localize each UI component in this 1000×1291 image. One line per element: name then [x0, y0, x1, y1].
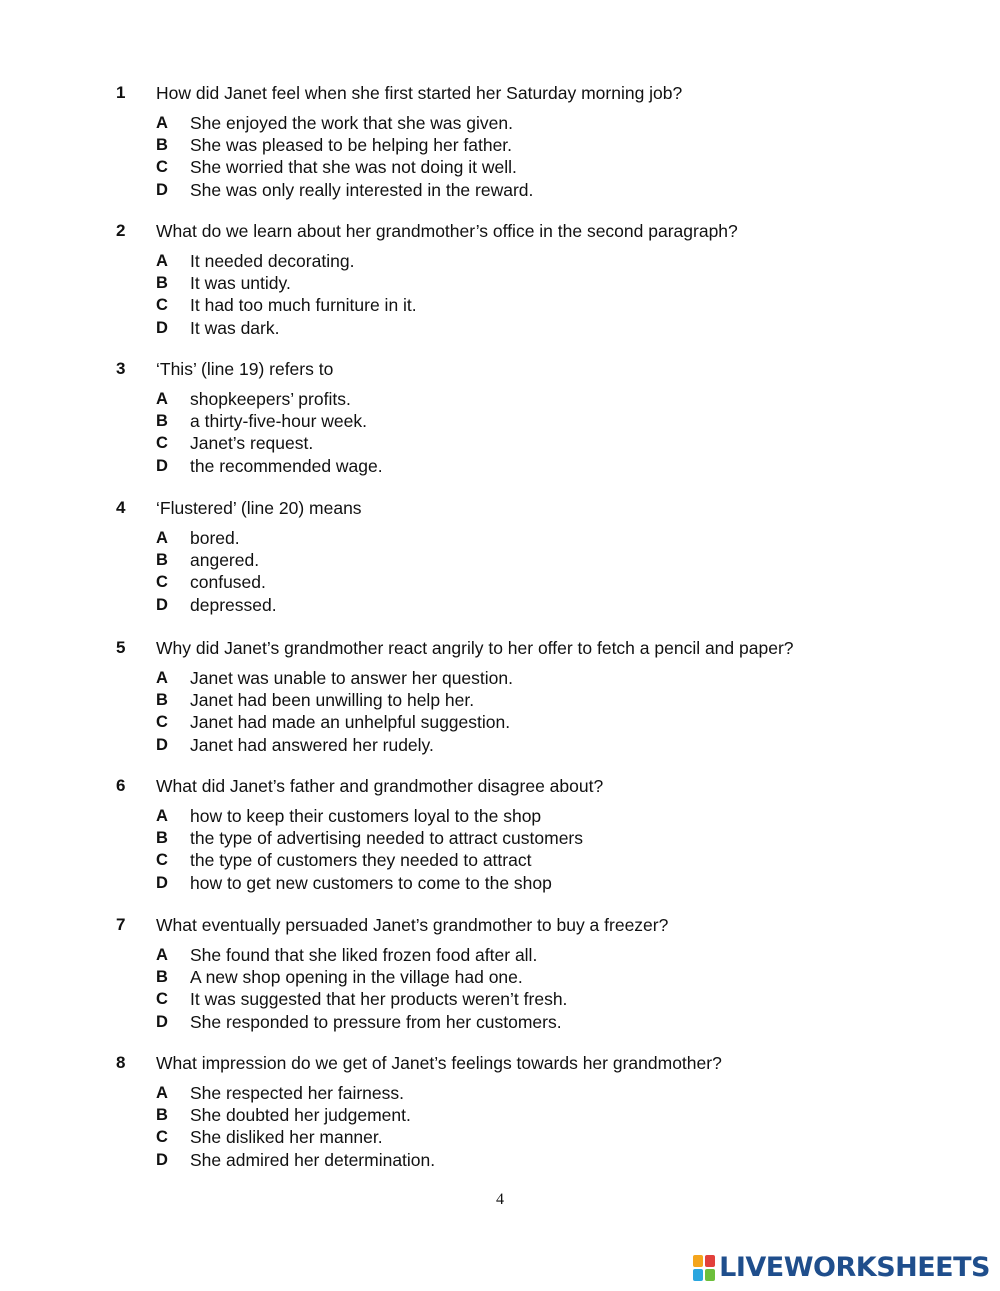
liveworksheets-logo-icon [693, 1255, 715, 1281]
option-d[interactable] [0, 1011, 1000, 1033]
option-text: It had too much furniture in it. [190, 295, 417, 315]
option-b[interactable] [0, 1104, 1000, 1126]
option-letter: B [156, 274, 168, 292]
option-letter: C [156, 573, 168, 591]
option-d[interactable] [0, 594, 1000, 616]
option-text: It needed decorating. [190, 251, 355, 271]
option-text: Janet had made an unhelpful suggestion. [190, 712, 511, 732]
option-letter: B [156, 968, 168, 986]
question-text: Why did Janet’s grandmother react angrily to her offer to fetch a pencil and paper? [156, 638, 794, 658]
question-text: ‘This’ (line 19) refers to [156, 359, 334, 379]
page-number: 4 [496, 1191, 504, 1208]
question-number: 6 [116, 776, 126, 795]
option-text: confused. [190, 572, 266, 592]
option-b[interactable] [0, 827, 1000, 849]
option-a[interactable] [0, 805, 1000, 827]
option-text: Janet had answered her rudely. [190, 735, 434, 755]
option-a[interactable] [0, 944, 1000, 966]
option-a[interactable] [0, 388, 1000, 410]
option-text: Janet was unable to answer her question. [190, 668, 513, 688]
option-c[interactable] [0, 571, 1000, 593]
option-letter: D [156, 319, 168, 337]
option-text: the recommended wage. [190, 456, 383, 476]
option-text: angered. [190, 550, 260, 570]
option-letter: D [156, 181, 168, 199]
option-text: shopkeepers’ profits. [190, 389, 351, 409]
option-letter: A [156, 807, 168, 825]
option-text: She disliked her manner. [190, 1127, 383, 1147]
option-a[interactable] [0, 250, 1000, 272]
option-letter: A [156, 529, 168, 547]
option-c[interactable] [0, 849, 1000, 871]
option-a[interactable] [0, 112, 1000, 134]
option-letter: A [156, 114, 168, 132]
question-text: What did Janet’s father and grandmother disagree about? [156, 776, 604, 796]
option-text: a thirty-five-hour week. [190, 411, 368, 431]
option-text: A new shop opening in the village had one. [190, 967, 523, 987]
option-text: depressed. [190, 595, 277, 615]
option-text: Janet had been unwilling to help her. [190, 690, 475, 710]
option-d[interactable] [0, 455, 1000, 477]
option-letter: C [156, 158, 168, 176]
option-letter: C [156, 851, 168, 869]
option-c[interactable] [0, 432, 1000, 454]
option-c[interactable] [0, 711, 1000, 733]
option-text: She admired her determination. [190, 1150, 436, 1170]
option-text: Janet’s request. [190, 433, 314, 453]
liveworksheets-watermark [693, 1250, 990, 1286]
option-letter: B [156, 551, 168, 569]
logo-square-green [705, 1269, 715, 1281]
question-number: 2 [116, 221, 126, 240]
option-letter: C [156, 713, 168, 731]
option-letter: D [156, 1151, 168, 1169]
logo-square-red [705, 1255, 715, 1267]
option-text: She was only really interested in the reward. [190, 180, 534, 200]
question-number: 3 [116, 359, 126, 378]
option-b[interactable] [0, 272, 1000, 294]
option-d[interactable] [0, 1149, 1000, 1171]
option-letter: D [156, 736, 168, 754]
option-text: the type of advertising needed to attract customers [190, 828, 583, 848]
option-text: the type of customers they needed to attract [190, 850, 532, 870]
liveworksheets-logo-text: LIVEWORKSHEETS [719, 1252, 990, 1283]
option-c[interactable] [0, 156, 1000, 178]
option-letter: A [156, 252, 168, 270]
logo-square-blue [693, 1269, 703, 1281]
option-letter: B [156, 1106, 168, 1124]
option-letter: B [156, 829, 168, 847]
option-d[interactable] [0, 179, 1000, 201]
option-letter: D [156, 457, 168, 475]
option-text: She enjoyed the work that she was given. [190, 113, 513, 133]
option-text: She responded to pressure from her customers. [190, 1012, 562, 1032]
option-b[interactable] [0, 410, 1000, 432]
option-letter: B [156, 412, 168, 430]
option-letter: B [156, 136, 168, 154]
option-letter: D [156, 874, 168, 892]
option-letter: D [156, 1013, 168, 1031]
option-b[interactable] [0, 549, 1000, 571]
option-letter: C [156, 434, 168, 452]
option-b[interactable] [0, 966, 1000, 988]
option-text: She doubted her judgement. [190, 1105, 411, 1125]
option-d[interactable] [0, 317, 1000, 339]
option-text: It was suggested that her products weren’t fresh. [190, 989, 568, 1009]
option-text: bored. [190, 528, 240, 548]
option-d[interactable] [0, 734, 1000, 756]
question-number: 4 [116, 498, 126, 517]
option-letter: C [156, 990, 168, 1008]
question-text: ‘Flustered’ (line 20) means [156, 498, 362, 518]
option-text: how to get new customers to come to the shop [190, 873, 552, 893]
option-text: It was untidy. [190, 273, 291, 293]
option-d[interactable] [0, 872, 1000, 894]
option-letter: A [156, 669, 168, 687]
option-text: She worried that she was not doing it well. [190, 157, 517, 177]
question-number: 1 [116, 83, 126, 102]
option-letter: C [156, 296, 168, 314]
option-a[interactable] [0, 667, 1000, 689]
question-text: How did Janet feel when she first started her Saturday morning job? [156, 83, 683, 103]
question-number: 5 [116, 638, 126, 657]
question-text: What do we learn about her grandmother’s office in the second paragraph? [156, 221, 738, 241]
option-text: how to keep their customers loyal to the shop [190, 806, 542, 826]
option-a[interactable] [0, 1082, 1000, 1104]
option-b[interactable] [0, 689, 1000, 711]
option-letter: C [156, 1128, 168, 1146]
question-text: What impression do we get of Janet’s feelings towards her grandmother? [156, 1053, 722, 1073]
option-letter: D [156, 596, 168, 614]
option-text: It was dark. [190, 318, 280, 338]
option-letter: B [156, 691, 168, 709]
option-c[interactable] [0, 294, 1000, 316]
option-c[interactable] [0, 988, 1000, 1010]
option-b[interactable] [0, 134, 1000, 156]
option-letter: A [156, 1084, 168, 1102]
option-a[interactable] [0, 527, 1000, 549]
option-text: She was pleased to be helping her father. [190, 135, 513, 155]
question-number: 8 [116, 1053, 126, 1072]
option-c[interactable] [0, 1126, 1000, 1148]
option-text: She found that she liked frozen food after all. [190, 945, 538, 965]
question-text: What eventually persuaded Janet’s grandmother to buy a freezer? [156, 915, 669, 935]
question-number: 7 [116, 915, 126, 934]
option-letter: A [156, 946, 168, 964]
option-letter: A [156, 390, 168, 408]
logo-square-orange [693, 1255, 703, 1267]
option-text: She respected her fairness. [190, 1083, 405, 1103]
